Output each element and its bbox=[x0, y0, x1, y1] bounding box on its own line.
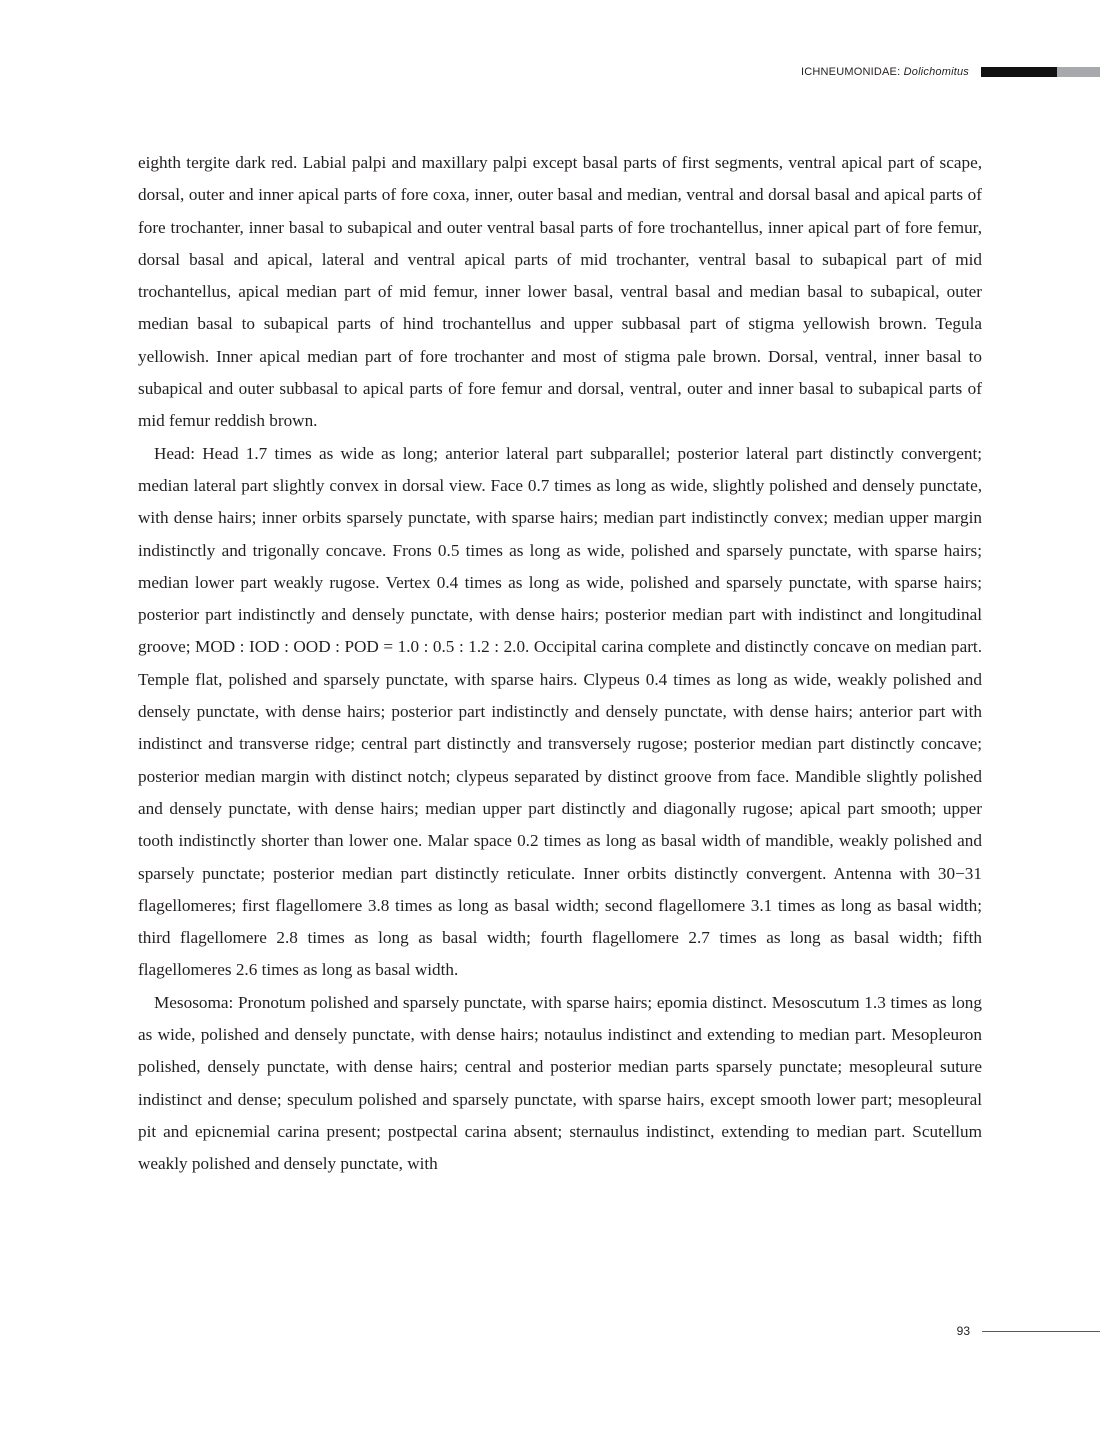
header-family: ICHNEUMONIDAE: bbox=[800, 66, 901, 78]
header-dark-bar bbox=[981, 67, 1057, 77]
footer-rule bbox=[982, 1331, 1100, 1332]
running-header bbox=[801, 66, 1100, 78]
body-text bbox=[138, 147, 982, 1181]
header-genus: Dolichomitus bbox=[903, 66, 969, 78]
paragraph-head: Head: Head 1.7 times as wide as long; anterior lateral part subparallel; posterior lateral part distinctly convergent; median lateral part slightly convex in dorsal view. Face 0.7 times as long as wide, slightly polished and densely punctate, with dense hairs; inner orbits sparsely punctate, with sparse hairs; median part indistinctly convex; median upper margin indistinctly and trigonally concave. Frons 0.5 times as long as wide, polished and sparsely punctate, with sparse hairs; median lower part weakly rugose. Vertex 0.4 times as long as wide, polished and sparsely punctate, with sparse hairs; posterior part indistinctly and densely punctate, with dense hairs; posterior median part with indistinct and longitudinal groove; MOD : IOD : OOD : POD = 1.0 : 0.5 : 1.2 : 2.0. Occipital carina complete and distinctly concave on median part. Temple flat, polished and sparsely punctate, with sparse hairs. Clypeus 0.4 times as long as wide, weakly polished and densely punctate, with dense hairs; posterior part indistinctly and densely punctate, with dense hairs; anterior part with indistinct and transverse ridge; central part distinctly and transversely rugose; posterior median part distinctly concave; posterior median margin with distinct notch; clypeus separated by distinct groove from face. Mandible slightly polished and densely punctate, with dense hairs; median upper part distinctly and diagonally rugose; apical part smooth; upper tooth indistinctly shorter than lower one. Malar space 0.2 times as long as basal width of mandible, weakly polished and sparsely punctate; posterior median part distinctly reticulate. Inner orbits distinctly convergent. Antenna with 30−31 flagellomeres; first flagellomere 3.8 times as long as basal width; second flagellomere 3.1 times as long as basal width; third flagellomere 2.8 times as long as basal width; fourth flagellomere 2.7 times as long as basal width; fifth flagellomeres 2.6 times as long as basal width. bbox=[138, 443, 982, 980]
running-header-text bbox=[801, 66, 969, 78]
header-gray-bar bbox=[1057, 67, 1100, 77]
paragraph-mesosoma: Mesosoma: Pronotum polished and sparsely punctate, with sparse hairs; epomia distinct. Mesoscutum 1.3 times as long as wide, polished and densely punctate, with dense hairs; notaulus indistinct and extending to median part. Mesopleuron polished, densely punctate, with dense hairs; central and posterior median parts sparsely punctate; mesopleural suture indistinct and dense; speculum polished and sparsely punctate, with sparse hairs, except smooth lower part; mesopleural pit and epicnemial carina present; postpectal carina absent; sternaulus indistinct, extending to median part. Scutellum weakly polished and densely punctate, with bbox=[138, 992, 982, 1174]
page-number: 93 bbox=[956, 1324, 970, 1338]
page-footer bbox=[957, 1324, 1100, 1338]
paragraph-coloration: eighth tergite dark red. Labial palpi and maxillary palpi except basal parts of first segments, ventral apical part of scape, dorsal, outer and inner apical parts of fore coxa, inner, outer basal and median, ventral and dorsal basal and apical parts of fore trochanter, inner basal to subapical and outer ventral basal parts of fore trochantellus, inner apical part of fore femur, dorsal basal and apical, lateral and ventral apical parts of mid trochanter, ventral basal to subapical part of mid trochantellus, apical median part of mid femur, inner lower basal, ventral basal and median basal to subapical, outer median basal to subapical parts of hind trochantellus and upper subbasal part of stigma yellowish brown. Tegula yellowish. Inner apical median part of fore trochanter and most of stigma pale brown. Dorsal, ventral, inner basal to subapical and outer subbasal to apical parts of fore femur and dorsal, ventral, outer and inner basal to subapical parts of mid femur reddish brown. bbox=[138, 153, 982, 431]
